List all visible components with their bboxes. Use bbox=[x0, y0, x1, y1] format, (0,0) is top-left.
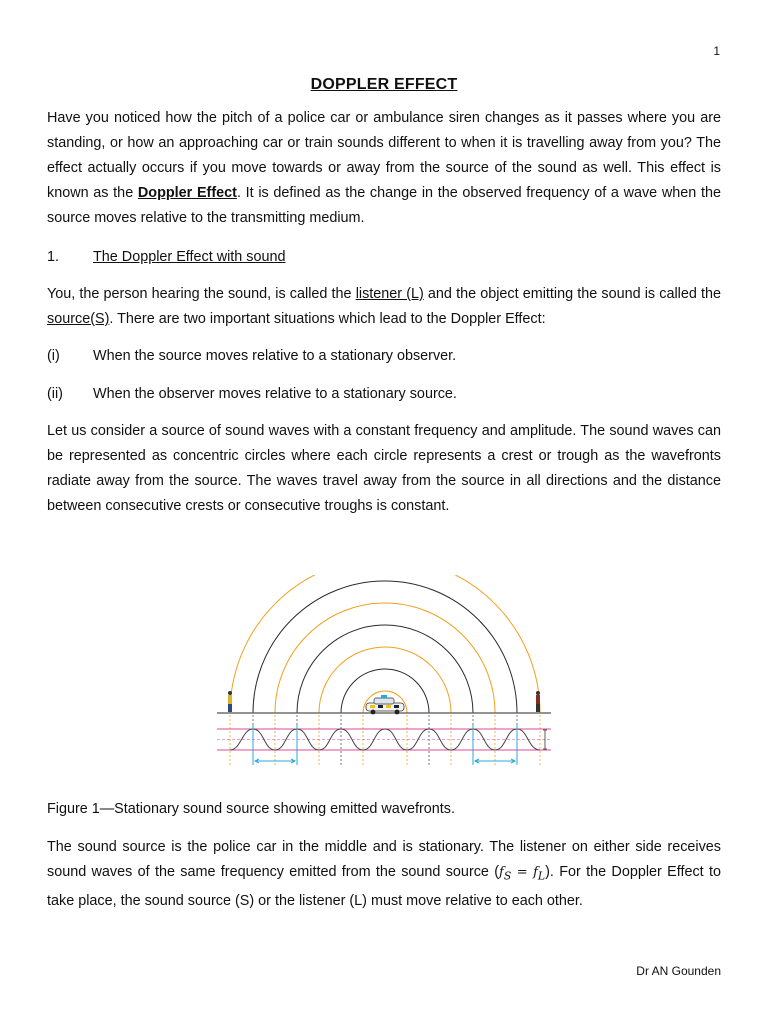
page-title: DOPPLER EFFECT bbox=[310, 76, 458, 93]
source-term: source(S) bbox=[47, 311, 110, 327]
wavefront-figure bbox=[215, 575, 555, 775]
section-heading: 1. The Doppler Effect with sound bbox=[47, 249, 286, 265]
situation-item-1: (i) When the source moves relative to a stationary observer. bbox=[47, 348, 457, 364]
definitions-paragraph: You, the person hearing the sound, is called the listener (L) and the object emitting the sound is called the source(S). There are two important situations which lead to the Doppler Effect: bbox=[47, 286, 721, 327]
page-number: 1 bbox=[713, 44, 720, 58]
guide-lines bbox=[230, 715, 540, 765]
conclusion-paragraph: The sound source is the police car in the middle and is stationary. The listener on either side receives sound waves of the same frequency emitted from the sound source $(f_S = f_L)$. For the Doppler Effect to take place, the sound source (S) or the listener (L) must move relative to each other. bbox=[47, 839, 721, 909]
frequency-equation: $f_S = f_L$ bbox=[499, 865, 546, 883]
police-car-icon bbox=[366, 695, 404, 714]
listener-left-icon bbox=[228, 691, 232, 712]
listener-term: listener (L) bbox=[355, 286, 424, 302]
situation-item-2: (ii) When the observer moves relative to a stationary source. bbox=[47, 386, 457, 402]
wave-paragraph: Let us consider a source of sound waves with a constant frequency and amplitude. The sound waves can be represented as concentric circles where each circle represents a crest or trough as the wavefronts radiate away from the source. The waves travel away from the source in all directions and the distance between consecutive crests or consecutive troughs is constant. bbox=[47, 423, 721, 514]
listener-right-icon bbox=[536, 691, 540, 712]
intro-paragraph: Have you noticed how the pitch of a police car or ambulance siren changes as it passes where you are standing, or how an approaching car or train sounds different to when it is travelling away from you? The effect actually occurs if you move towards or away from the source of the sound as well. This effect is known as the Doppler Effect. It is defined as the change in the observed frequency of a wave when the source moves relative to the transmitting medium. bbox=[47, 110, 721, 226]
doppler-effect-term: Doppler Effect bbox=[137, 185, 237, 201]
author-footer: Dr AN Gounden bbox=[636, 964, 721, 978]
figure-caption: Figure 1—Stationary sound source showing emitted wavefronts. bbox=[47, 801, 455, 817]
